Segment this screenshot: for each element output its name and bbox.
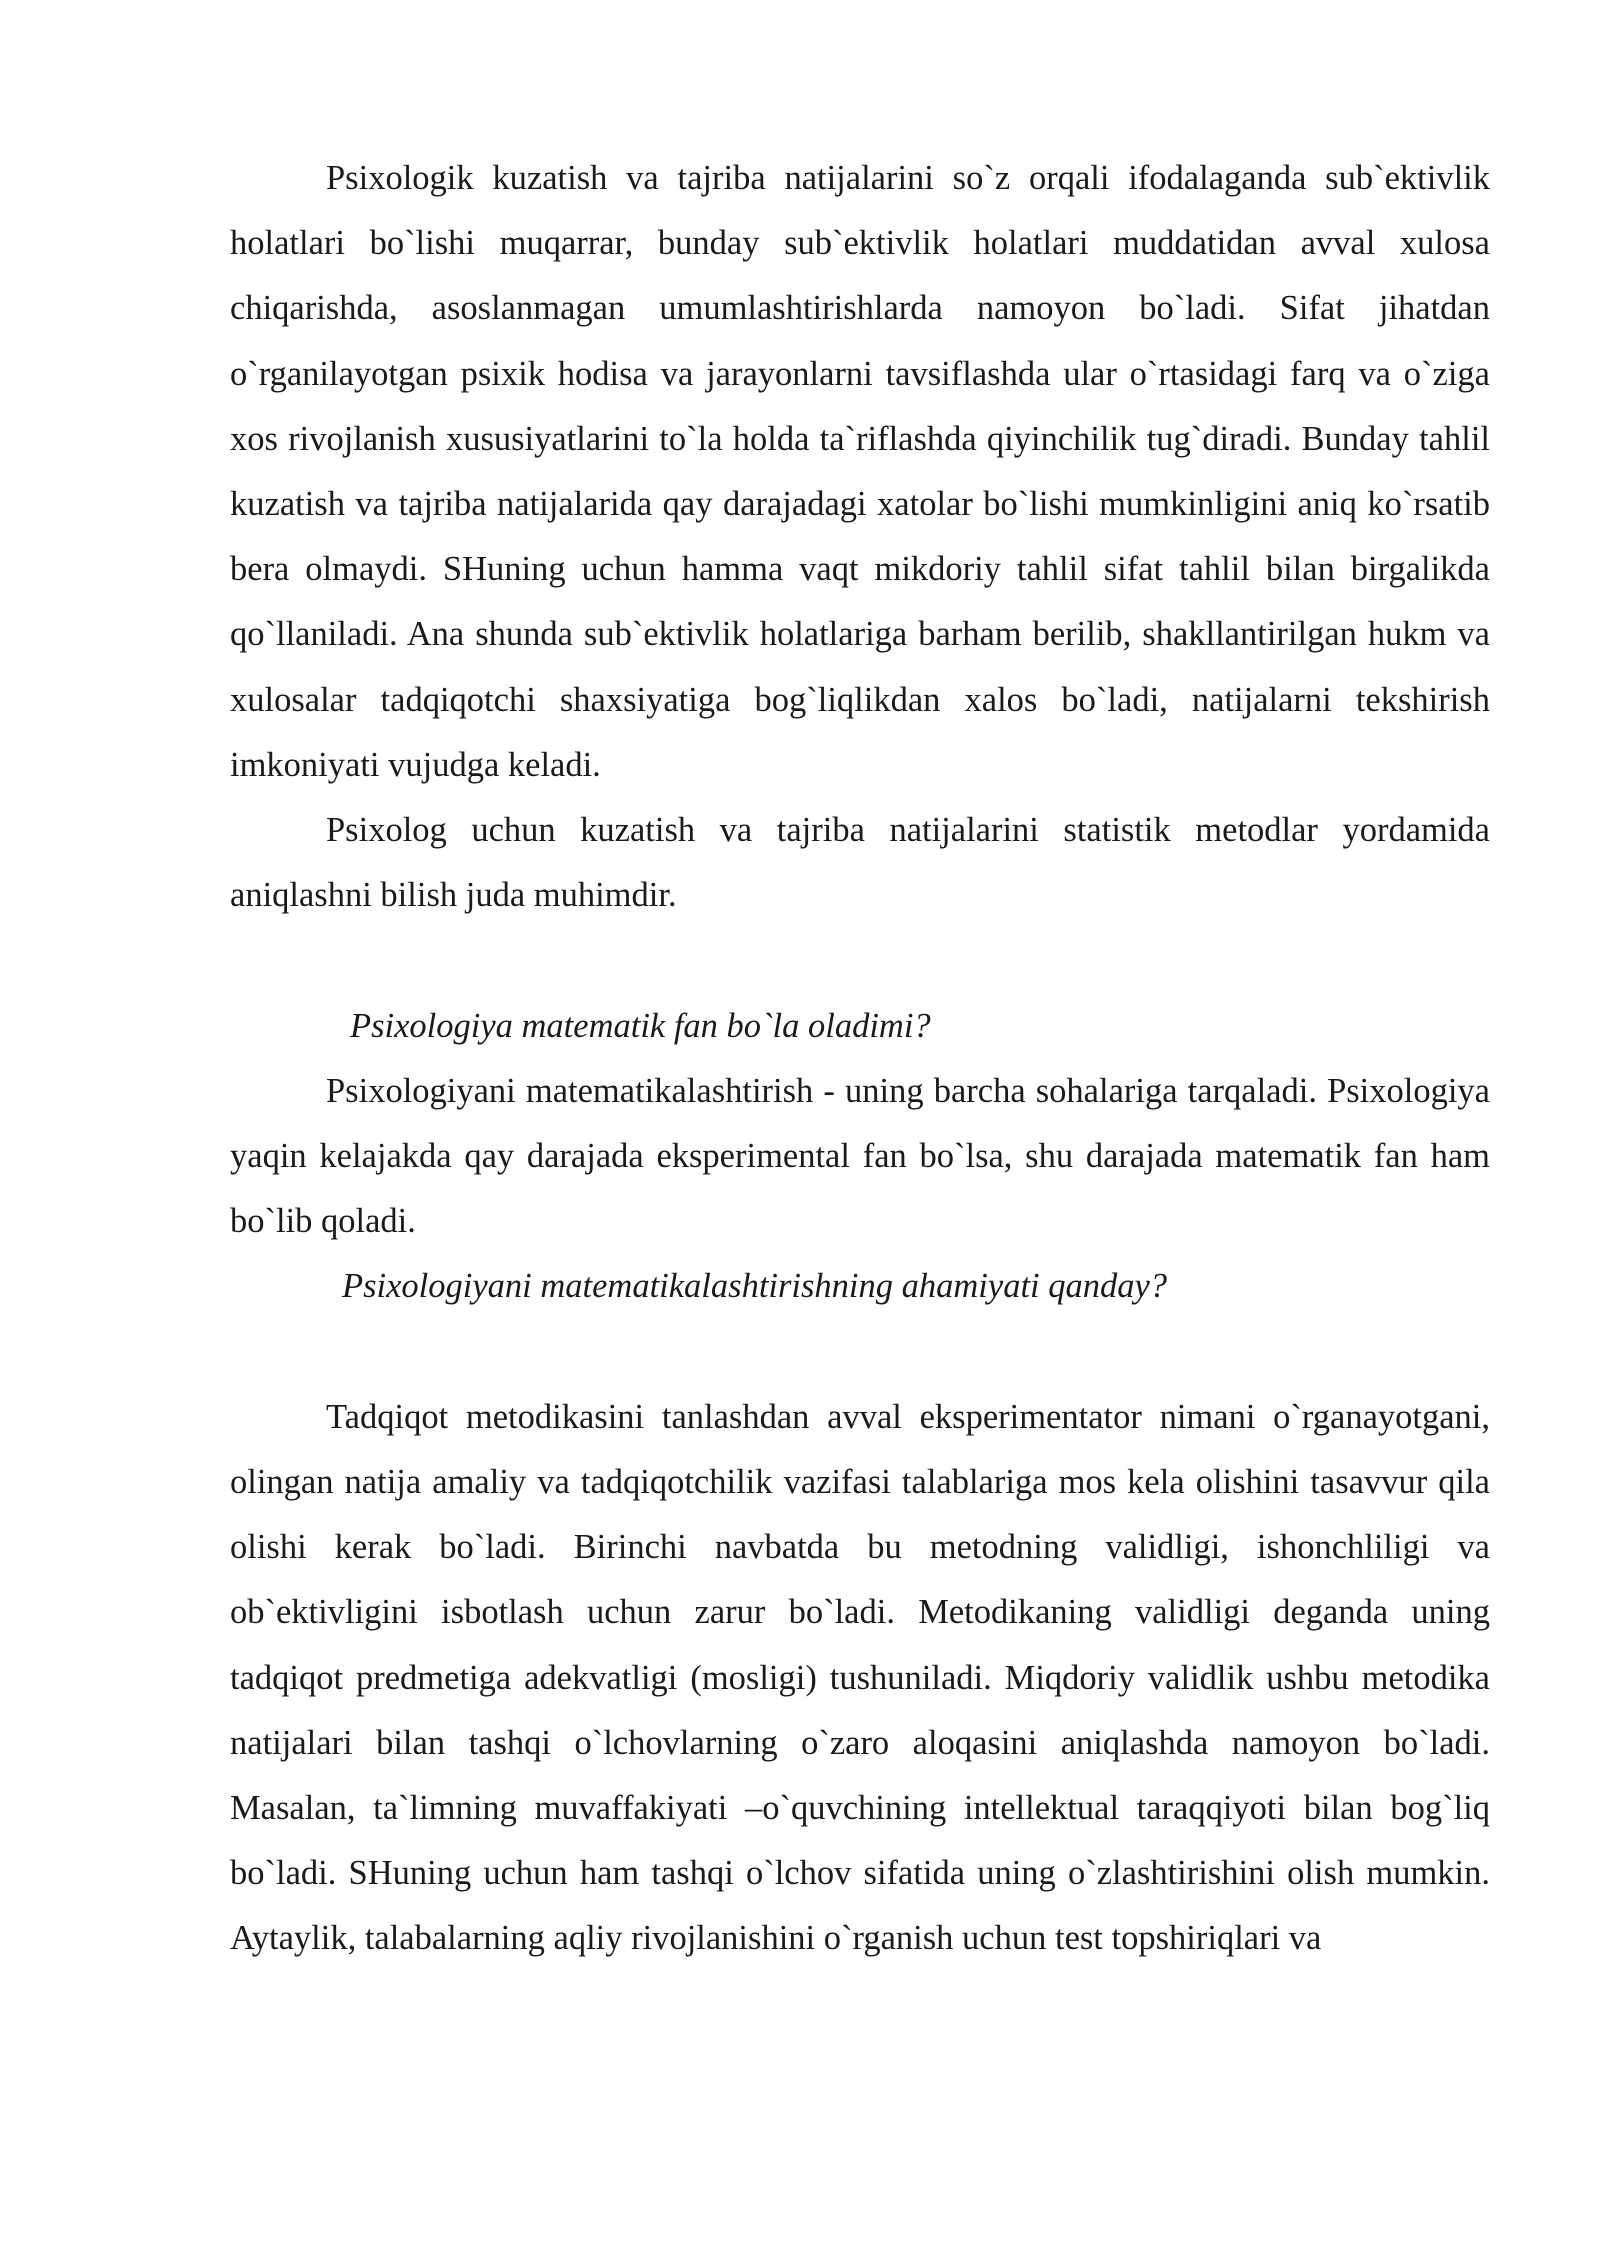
document-page [230,146,1490,1972]
heading-mathematization-importance: Psixologiyani matematikalashtirishning ahamiyati qanday? [342,1267,1168,1306]
paragraph-statistical-methods: Psixolog uchun kuzatish va tajriba natijalarini statistik metodlar yordamida aniqlashni bilish juda muhimdir. [230,811,1490,915]
paragraph-subjectivity: Psixologik kuzatish va tajriba natijalarini so`z orqali ifodalaganda sub`ektivlik holatlari bo`lishi muqarrar, bunday sub`ektivlik holatlari muddatidan avval xulosa chiqarishda, asoslanmagan umumlashtirishlarda namoyon bo`ladi. Sifat jihatdan o`rganilayotgan psixik hodisa va jarayonlarni tavsiflashda ular o`rtasidagi farq va o`ziga xos rivojlanish xususiyatlarini to`la holda ta`riflashda qiyinchilik tug`diradi. Bunday tahlil kuzatish va tajriba natijalarida qay darajadagi xatolar bo`lishi mumkinligini aniq ko`rsatib bera olmaydi. SHuning uchun hamma vaqt mikdoriy tahlil sifat tahlil bilan birgalikda qo`llaniladi. Ana shunda sub`ektivlik holatlariga barham berilib, shakllantirilgan hukm va xulosalar tadqiqotchi shaxsiyatiga bog`liqlikdan xalos bo`ladi, natijalarni tekshirish imkoniyati vujudga keladi. [230,159,1490,784]
paragraph-mathematization: Psixologiyani matematikalashtirish - uning barcha sohalariga tarqaladi. Psixologiya yaqin kelajakda qay darajada eksperimental fan bo`lsa, shu darajada matematik fan ham bo`lib qoladi. [230,1071,1490,1241]
paragraph-methodology-validity: Tadqiqot metodikasini tanlashdan avval eksperimentator nimani o`rganayotgani, olingan natija amaliy va tadqiqotchilik vazifasi talablariga mos kela olishini tasavvur qila olishi kerak bo`ladi. Birinchi navbatda bu metodning validligi, ishonchliligi va ob`ektivligini isbotlash uchun zarur bo`ladi. Metodikaning validligi deganda uning tadqiqot predmetiga adekvatligi (mosligi) tushuniladi. Miqdoriy validlik ushbu metodika natijalari bilan tashqi o`lchovlarning o`zaro aloqasini aniqlashda namoyon bo`ladi. Masalan, ta`limning muvaffakiyati –o`quvchining intellektual taraqqiyoti bilan bog`liq bo`ladi. SHuning uchun ham tashqi o`lchov sifatida uning o`zlashtirishini olish mumkin. Aytaylik, talabalarning aqliy rivojlanishini o`rganish uchun test topshiriqlari va [230,1397,1490,1958]
heading-psychology-mathematical-science: Psixologiya matematik fan bo`la oladimi? [350,1006,931,1045]
